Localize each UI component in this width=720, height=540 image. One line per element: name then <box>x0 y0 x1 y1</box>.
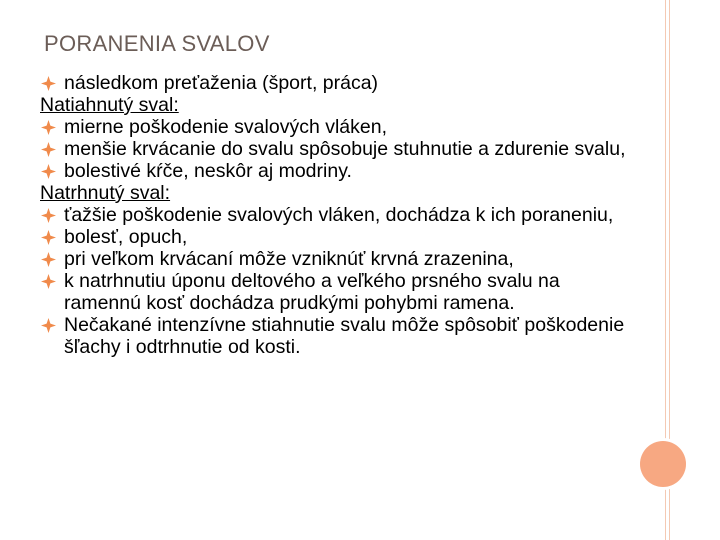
heading-text: Natrhnutý sval: <box>40 182 171 204</box>
bullet-text: menšie krvácanie do svalu spôsobuje stuhnutie a zdurenie svalu, <box>64 138 626 160</box>
section-heading <box>40 182 630 204</box>
bullet-item <box>40 160 630 182</box>
bullet-text: Nečakané intenzívne stiahnutie svalu môže spôsobiť poškodenie šľachy i odtrhnutie od kosti. <box>64 314 625 358</box>
decorative-circle <box>640 441 686 487</box>
four-point-star-icon <box>41 208 56 223</box>
bullet-text: k natrhnutiu úponu deltového a veľkého prsného svalu na ramennú kosť dochádza prudkými pohybmi ramena. <box>64 270 560 314</box>
four-point-star-icon <box>41 274 56 289</box>
bullet-item <box>40 116 630 138</box>
bullet-item <box>40 72 630 94</box>
slide-content <box>40 72 630 358</box>
four-point-star-icon <box>41 120 56 135</box>
bullet-text: pri veľkom krvácaní môže vzniknúť krvná zrazenina, <box>64 248 514 270</box>
slide-title: PORANENIA SVALOV <box>44 31 270 56</box>
bullet-item <box>40 226 630 248</box>
bullet-text: ťažšie poškodenie svalových vláken, dochádza k ich poraneniu, <box>64 204 614 226</box>
bullet-item <box>40 138 630 160</box>
heading-text: Natiahnutý sval: <box>40 94 179 116</box>
bullet-item <box>40 204 630 226</box>
four-point-star-icon <box>41 76 56 91</box>
four-point-star-icon <box>41 252 56 267</box>
four-point-star-icon <box>41 230 56 245</box>
bullet-item <box>40 270 630 314</box>
bullet-text: následkom preťaženia (šport, práca) <box>64 72 379 94</box>
bullet-item <box>40 248 630 270</box>
four-point-star-icon <box>41 318 56 333</box>
four-point-star-icon <box>41 142 56 157</box>
bullet-text: mierne poškodenie svalových vláken, <box>64 116 388 138</box>
bullet-text: bolesť, opuch, <box>64 226 188 248</box>
four-point-star-icon <box>41 164 56 179</box>
bullet-text: bolestivé kŕče, neskôr aj modriny. <box>64 160 352 182</box>
section-heading <box>40 94 630 116</box>
bullet-item <box>40 314 630 358</box>
